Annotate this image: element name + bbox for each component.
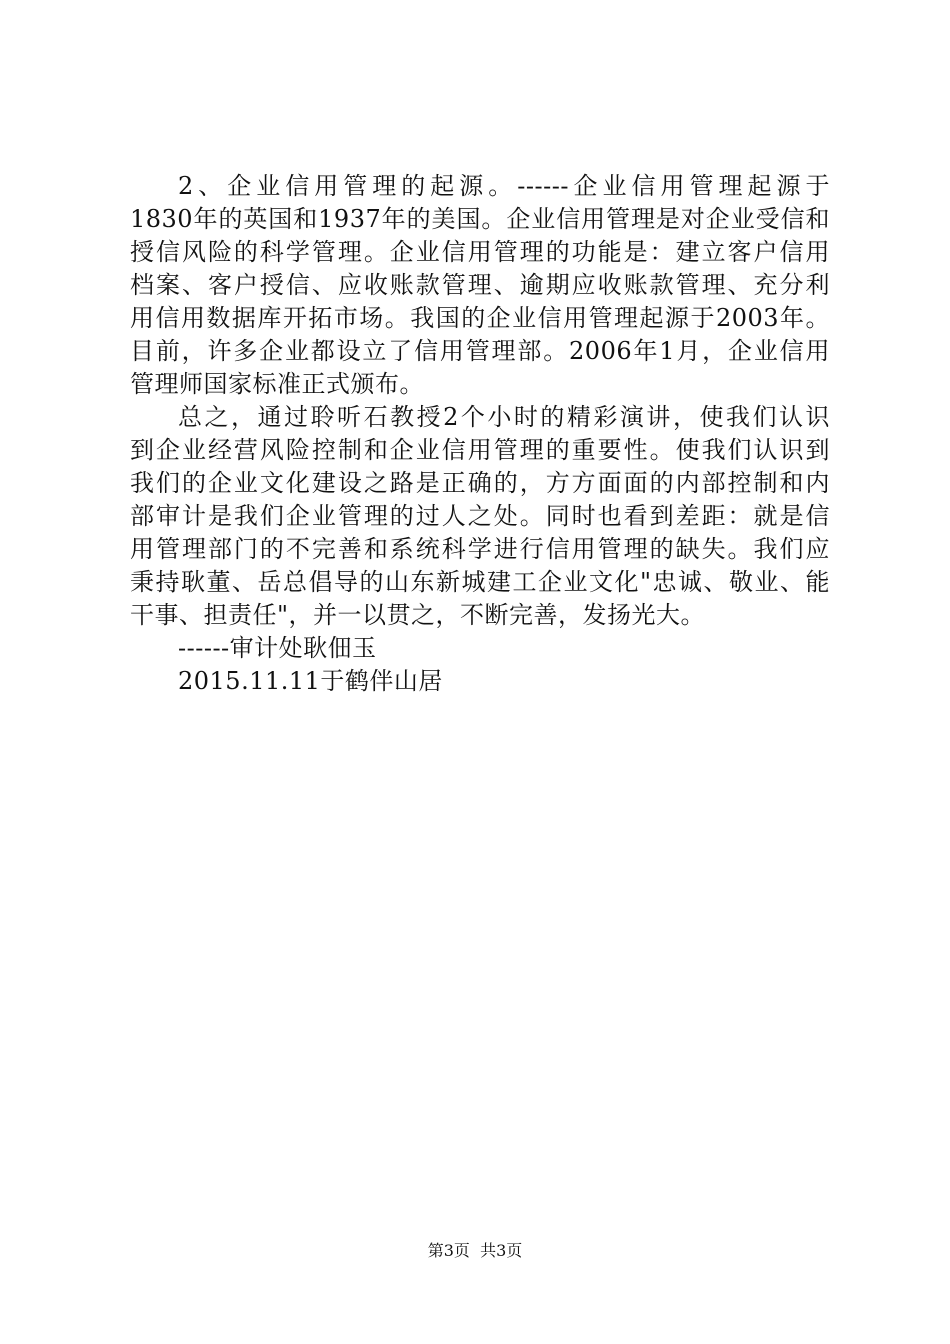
paragraph-line: 授信风险的科学管理。企业信用管理的功能是：建立客户信用 [130,238,830,266]
paragraph-line: 用管理部门的不完善和系统科学进行信用管理的缺失。我们应 [130,535,830,563]
paragraph-line: 部审计是我们企业管理的过人之处。同时也看到差距：就是信 [130,502,830,530]
paragraph-line: 到企业经营风险控制和企业信用管理的重要性。使我们认识到 [130,436,830,464]
paragraph-line: 总之，通过聆听石教授2个小时的精彩演讲，使我们认识 [178,403,830,431]
page-number-footer: 第3页 共3页 [427,1241,523,1260]
paragraph-line: 干事、担责任"，并一以贯之，不断完善，发扬光大。 [130,601,706,629]
date-line: 2015.11.11于鹤伴山居 [178,667,443,695]
paragraph-line: 档案、客户授信、应收账款管理、逾期应收账款管理、充分利 [130,271,830,299]
signature-line: ------审计处耿佃玉 [178,634,377,662]
document-body [130,170,830,698]
paragraph-line: 我们的企业文化建设之路是正确的，方方面面的内部控制和内 [130,469,830,497]
paragraph-line: 管理师国家标准正式颁布。 [130,370,424,398]
paragraph-line: 用信用数据库开拓市场。我国的企业信用管理起源于2003年。 [130,304,830,332]
paragraph-line: 秉持耿董、岳总倡导的山东新城建工企业文化"忠诚、敬业、能 [130,568,830,596]
paragraph-line: 2、企业信用管理的起源。------企业信用管理起源于 [178,172,830,200]
paragraph-line: 1830年的英国和1937年的美国。企业信用管理是对企业受信和 [130,205,830,233]
paragraph-line: 目前，许多企业都设立了信用管理部。2006年1月，企业信用 [130,337,830,365]
